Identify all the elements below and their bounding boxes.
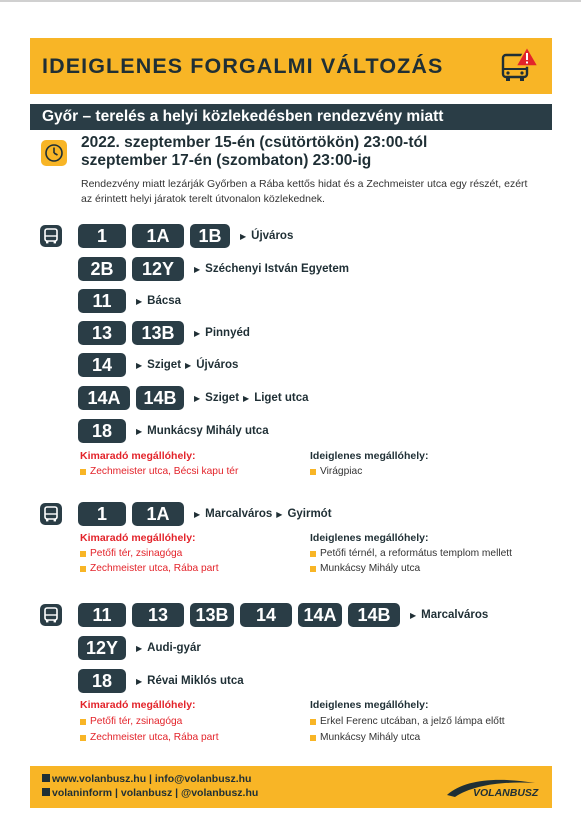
route-badge: 11 [78,289,126,313]
missed-stops-label: Kimaradó megállóhely: [80,532,196,544]
route-row [78,321,250,345]
route-badge: 18 [78,419,126,443]
footer-social-line: volaninform | volanbusz | @volanbusz.hu [42,787,258,799]
web-icon [42,774,50,782]
bullet-icon [310,469,316,475]
bullet-icon [80,469,86,475]
notice-poster [30,38,552,808]
bus-icon [40,604,62,626]
route-badge: 14 [78,353,126,377]
destination: Újváros [251,230,294,242]
arrow-right-icon: ▶ [194,509,201,519]
destination: Marcalváros [205,508,273,520]
volanbusz-logo [443,775,538,801]
logo-text: VOLANBUSZ [473,787,539,799]
bus-icon [40,503,62,525]
arrow-right-icon: ▶ [136,360,143,370]
arrow-right-icon: ▶ [136,426,143,436]
route-badge: 14A [298,603,342,627]
temp-stop-item: Petőfi térnél, a református templom mellett [310,548,512,559]
bullet-icon [80,551,86,557]
route-row [78,224,293,248]
description-text: Rendezvény miatt lezárják Győrben a Rába kettős hidat és a Zechmeister utca egy részét, ezért az érintett helyi járatok terelt útvonalon közlekednek. [81,178,528,205]
bullet-icon [310,551,316,557]
temp-stops-label: Ideiglenes megállóhely: [310,699,429,711]
missed-stop-item: Petőfi tér, zsinagóga [80,716,182,727]
arrow-right-icon: ▶ [136,676,143,686]
route-badge: 1A [132,502,184,526]
route-row [78,669,244,693]
missed-stop-item: Zechmeister utca, Rába part [80,563,219,574]
arrow-right-icon: ▶ [194,328,201,338]
route-row [78,289,181,313]
missed-stop-item: Petőfi tér, zsinagóga [80,548,182,559]
destination: Marcalváros [421,609,489,621]
route-badge: 18 [78,669,126,693]
route-badge: 12Y [132,257,184,281]
arrow-right-icon: ▶ [136,296,143,306]
subheader-bar [30,104,552,130]
missed-stops-label: Kimaradó megállóhely: [80,699,196,711]
route-badge: 1A [132,224,184,248]
route-row [78,603,488,627]
date-start: 2022. szeptember 15-én (csütörtökön) 23:00-tól [81,134,428,151]
destination: Bácsa [147,295,182,307]
bullet-icon [310,566,316,572]
bullet-icon [80,566,86,572]
facebook-icon [42,788,50,796]
temp-stops-label: Ideiglenes megállóhely: [310,450,429,462]
bullet-icon [310,719,316,725]
arrow-right-icon: ▶ [243,393,250,403]
destination: Sziget [147,359,182,371]
destination: Pinnyéd [205,327,250,339]
route-badge: 1 [78,224,126,248]
route-badge: 14B [348,603,400,627]
arrow-right-icon: ▶ [185,360,192,370]
top-divider [0,0,581,2]
destination: Munkácsy Mihály utca [147,425,269,437]
route-badge: 12Y [78,636,126,660]
bus-icon [40,225,62,247]
arrow-right-icon: ▶ [410,610,417,620]
bullet-icon [310,735,316,741]
footer-contact-line: www.volanbusz.hu | info@volanbusz.hu [42,773,251,785]
destination: Gyirmót [287,508,332,520]
destination: Újváros [196,359,239,371]
header-banner [30,38,552,94]
temp-stop-item: Munkácsy Mihály utca [310,732,420,743]
temp-stops-label: Ideiglenes megállóhely: [310,532,429,544]
destination: Liget utca [254,392,309,404]
bullet-icon [80,735,86,741]
subheader-title: Győr – terelés a helyi közlekedésben rendezvény miatt [42,108,444,125]
route-badge: 13 [132,603,184,627]
route-row [78,502,332,526]
arrow-right-icon: ▶ [240,231,247,241]
route-badge: 2B [78,257,126,281]
route-row [78,636,201,660]
arrow-right-icon: ▶ [136,643,143,653]
route-badge: 14A [78,386,130,410]
date-end: szeptember 17-én (szombaton) 23:00-ig [81,152,372,169]
bus-warning-icon [500,45,540,85]
temp-stop-item: Erkel Ferenc utcában, a jelző lámpa előtt [310,716,505,727]
arrow-right-icon: ▶ [276,509,283,519]
temp-stop-item: Virágpiac [310,466,362,477]
route-row [78,257,349,281]
route-badge: 11 [78,603,126,627]
footer-bar [30,766,552,808]
route-badge: 13B [190,603,234,627]
missed-stops-label: Kimaradó megállóhely: [80,450,196,462]
arrow-right-icon: ▶ [194,393,201,403]
temp-stop-item: Munkácsy Mihály utca [310,563,420,574]
route-row [78,419,269,443]
destination: Sziget [205,392,240,404]
arrow-right-icon: ▶ [194,264,201,274]
missed-stop-item: Zechmeister utca, Bécsi kapu tér [80,466,238,477]
route-badge: 13 [78,321,126,345]
destination: Széchenyi István Egyetem [205,263,349,275]
page-title: IDEIGLENES FORGALMI VÁLTOZÁS [42,54,444,78]
bullet-icon [80,719,86,725]
route-badge: 14B [136,386,184,410]
clock-icon [41,140,67,166]
route-badge: 14 [240,603,292,627]
destination: Audi-gyár [147,642,201,654]
route-row [78,386,309,410]
route-row [78,353,238,377]
route-badge: 1B [190,224,230,248]
missed-stop-item: Zechmeister utca, Rába part [80,732,219,743]
route-badge: 1 [78,502,126,526]
destination: Révai Miklós utca [147,675,244,687]
route-badge: 13B [132,321,184,345]
